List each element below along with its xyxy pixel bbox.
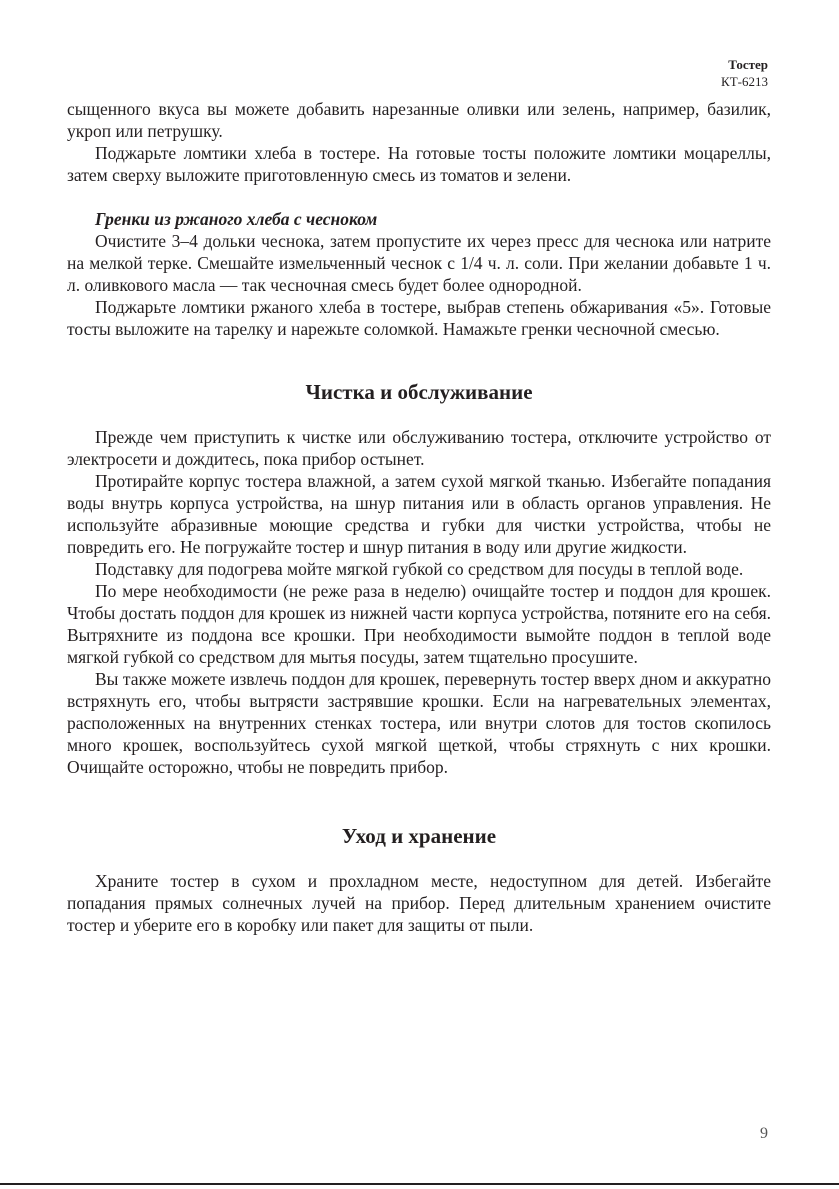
- recipe-paragraph: Очистите 3–4 дольки чеснока, затем пропустите их через пресс для чеснока или натрите на мелкой терке. Смешайте измельченный чеснок с 1/4 ч. л. соли. При желании добавьте 1 ч. л. оливкового масла — так чесночная смесь будет более однородной.: [67, 231, 771, 295]
- model-number: КТ-6213: [721, 74, 768, 89]
- cleaning-paragraph: Прежде чем приступить к чистке или обслуживанию тостера, отключите устройство от электросети и дождитесь, пока прибор остынет.: [67, 427, 771, 469]
- product-name: Тостер: [728, 57, 768, 72]
- recipe-title: Гренки из ржаного хлеба с чесноком: [95, 209, 378, 229]
- cleaning-paragraph: Вы также можете извлечь поддон для крошек, перевернуть тостер вверх дном и аккуратно встряхнуть его, чтобы вытрясти застрявшие крошки. Если на нагревательных элементах, расположенных на внутренних стенках тостера, или внутри слотов для тостов скопилось много крошек, воспользуйтесь сухой мягкой щеткой, чтобы стряхнуть с них крошки. Очищайте осторожно, чтобы не повредить прибор.: [67, 669, 771, 777]
- cleaning-paragraph: По мере необходимости (не реже раза в неделю) очищайте тостер и поддон для крошек. Чтобы достать поддон для крошек из нижней части корпуса устройства, потяните его на себя. Вытряхните из поддона все крошки. При необходимости вымойте поддон в теплой воде мягкой губкой со средством для мытья посуды, затем тщательно просушите.: [67, 581, 771, 667]
- page-content: [67, 98, 771, 936]
- section-title-care: Уход и хранение: [341, 824, 497, 848]
- recipe-paragraph: Поджарьте ломтики ржаного хлеба в тостере, выбрав степень обжаривания «5». Готовые тосты выложите на тарелку и нарежьте соломкой. Намажьте гренки чесночной смесью.: [67, 297, 771, 339]
- care-paragraph: Храните тостер в сухом и прохладном месте, недоступном для детей. Избегайте попадания прямых солнечных лучей на прибор. Перед длительным хранением очистите тостер и уберите его в коробку или пакет для защиты от пыли.: [67, 871, 771, 935]
- intro-paragraph-continued: сыщенного вкуса вы можете добавить нарезанные оливки или зелень, например, базилик, укроп или петрушку.: [67, 99, 771, 141]
- cleaning-paragraph: Протирайте корпус тостера влажной, а затем сухой мягкой тканью. Избегайте попадания воды внутрь корпуса устройства, на шнур питания или в область органов управления. Не используйте абразивные моющие средства и губки для чистки устройства, чтобы не повредить его. Не погружайте тостер и шнур питания в воду или другие жидкости.: [67, 471, 771, 557]
- page-number: 9: [760, 1125, 768, 1142]
- cleaning-paragraph: Подставку для подогрева мойте мягкой губкой со средством для посуды в теплой воде.: [95, 559, 744, 579]
- intro-paragraph: Поджарьте ломтики хлеба в тостере. На готовые тосты положите ломтики моцареллы, затем сверху выложите приготовленную смесь из томатов и зелени.: [67, 143, 771, 185]
- section-title-cleaning: Чистка и обслуживание: [305, 380, 533, 404]
- page-header: [721, 56, 768, 90]
- bottom-divider: [0, 1183, 839, 1185]
